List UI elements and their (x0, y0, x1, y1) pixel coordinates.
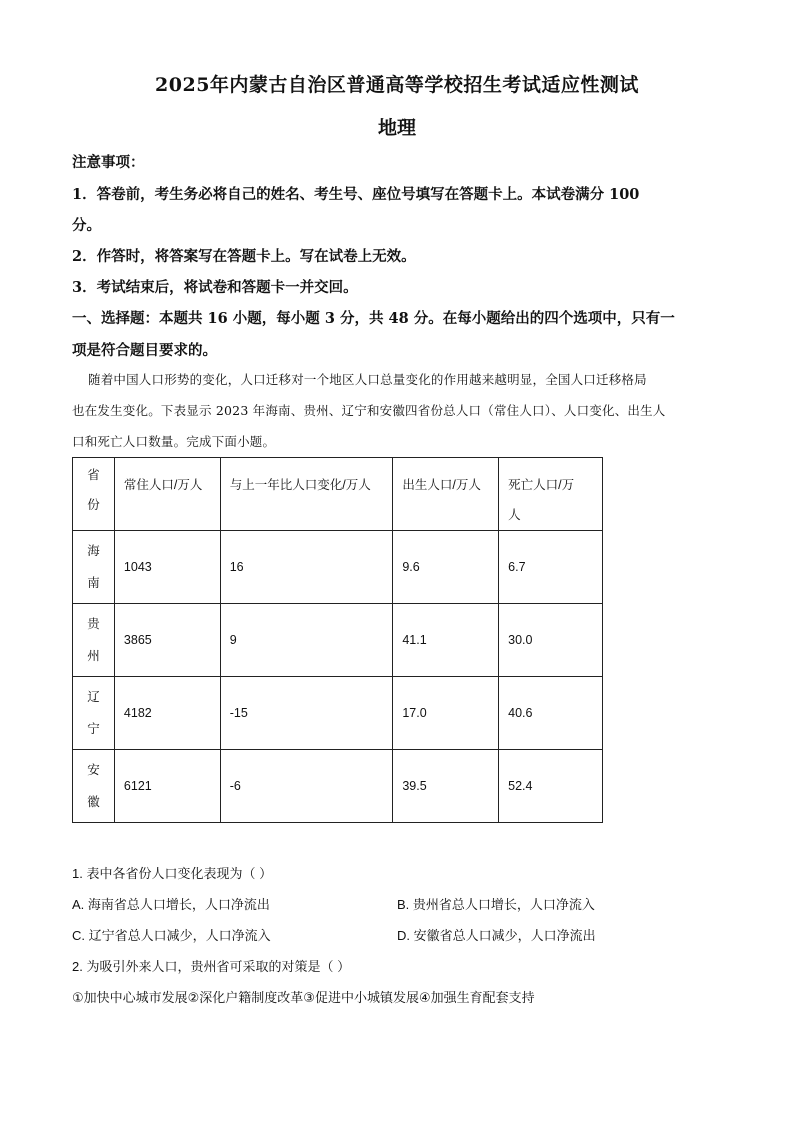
section-heading-cont: 项是符合题目要求的。 (72, 342, 217, 359)
header-province (73, 458, 115, 531)
birth-cell: 9.6 (393, 531, 499, 604)
q1-option-d[interactable]: D. 安徽省总人口减少，人口净流出 (397, 928, 596, 943)
subject-title: 地理 (377, 117, 416, 139)
q1-option-c[interactable]: C. 辽宁省总人口减少，人口净流入 (72, 928, 271, 943)
q1-option-a[interactable]: A. 海南省总人口增长，人口净流出 (72, 897, 270, 912)
province-cell (73, 750, 115, 823)
province-char: 辽 (87, 690, 100, 704)
death-cell: 40.6 (499, 677, 603, 750)
population-cell: 6121 (114, 750, 220, 823)
intro-text: 随着中国人口形势的变化，人口迁移对一个地区人口总量变化的作用越来越明显，全国人口迁移格局 (88, 372, 647, 387)
section-heading: 一、选择题：本题共 16 小题，每小题 3 分，共 48 分。在每小题给出的四个选项中，只有一 (72, 310, 675, 327)
province-char: 南 (87, 576, 100, 590)
intro-text: 口和死亡人口数量。完成下面小题。 (72, 434, 276, 449)
note-item: 3．考试结束后，将试卷和答题卡一并交回。 (72, 279, 358, 296)
death-cell: 30.0 (499, 604, 603, 677)
table-header-row (73, 458, 603, 531)
province-char: 宁 (87, 722, 100, 736)
header-death-line: 死亡人口/万 (508, 478, 575, 492)
population-cell: 3865 (114, 604, 220, 677)
province-char: 州 (87, 649, 100, 663)
province-cell (73, 677, 115, 750)
header-death (499, 458, 603, 531)
exam-title: 2025年内蒙古自治区普通高等学校招生考试适应性测试 (155, 74, 639, 96)
table-row (73, 604, 603, 677)
province-char: 贵 (87, 617, 100, 631)
header-death-line: 人 (508, 508, 521, 522)
province-char: 海 (87, 544, 100, 558)
header-birth: 出生人口/万人 (393, 458, 499, 531)
change-cell: -15 (220, 677, 393, 750)
intro-text: 也在发生变化。下表显示 2023 年海南、贵州、辽宁和安徽四省份总人口（常住人口）、人口变化、出生人 (72, 403, 666, 418)
population-cell: 4182 (114, 677, 220, 750)
header-province-char: 省 (87, 468, 100, 482)
change-cell: 16 (220, 531, 393, 604)
province-char: 安 (87, 763, 100, 777)
death-cell: 52.4 (499, 750, 603, 823)
question-1-stem: 1. 表中各省份人口变化表现为（ ） (72, 866, 273, 881)
change-cell: -6 (220, 750, 393, 823)
population-cell: 1043 (114, 531, 220, 604)
question-2-stem: 2. 为吸引外来人口，贵州省可采取的对策是（ ） (72, 959, 351, 974)
table-row (73, 750, 603, 823)
birth-cell: 39.5 (393, 750, 499, 823)
table-row (73, 531, 603, 604)
q1-option-b[interactable]: B. 贵州省总人口增长，人口净流入 (397, 897, 595, 912)
death-cell: 6.7 (499, 531, 603, 604)
question-2-choices: ①加快中心城市发展②深化户籍制度改革③促进中小城镇发展④加强生育配套支持 (72, 990, 535, 1005)
header-province-char: 份 (87, 498, 100, 512)
province-cell (73, 604, 115, 677)
note-item: 1．答卷前，考生务必将自己的姓名、考生号、座位号填写在答题卡上。本试卷满分 100 (72, 186, 640, 203)
notes-heading: 注意事项： (72, 154, 145, 171)
population-table (72, 457, 603, 823)
note-item: 2．作答时，将答案写在答题卡上。写在试卷上无效。 (72, 248, 416, 265)
table-row (73, 677, 603, 750)
header-population: 常住人口/万人 (114, 458, 220, 531)
birth-cell: 41.1 (393, 604, 499, 677)
province-char: 徽 (87, 795, 100, 809)
change-cell: 9 (220, 604, 393, 677)
birth-cell: 17.0 (393, 677, 499, 750)
province-cell (73, 531, 115, 604)
header-change: 与上一年比人口变化/万人 (220, 458, 393, 531)
note-item: 分。 (72, 217, 101, 234)
